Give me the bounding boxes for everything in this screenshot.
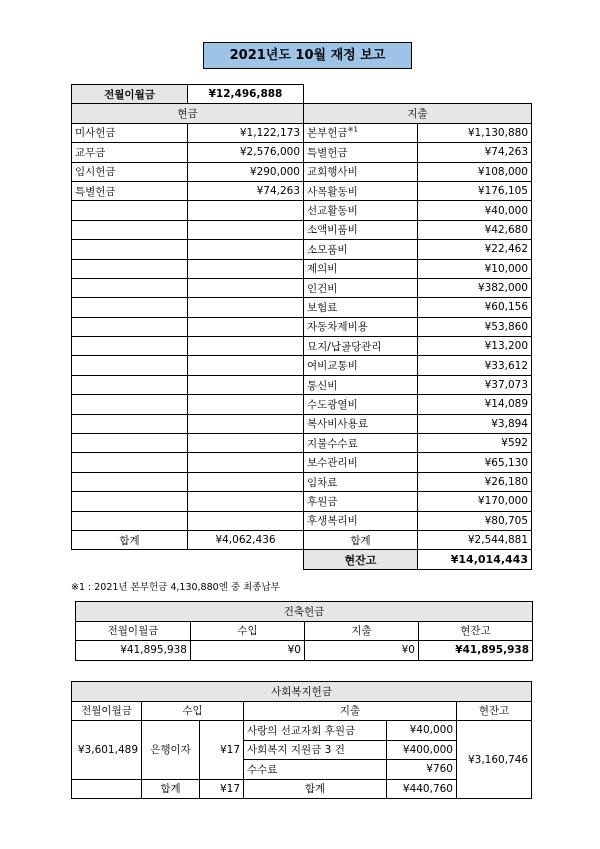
expense-total-label: 합계: [304, 530, 418, 549]
expense-label: [304, 123, 418, 142]
expense-label-text: 임차료: [307, 476, 338, 489]
income-header: 현금: [72, 104, 304, 123]
expense-label-text: 여비교통비: [307, 360, 358, 373]
social-expense-value: ¥40,000: [387, 721, 457, 741]
income-label: [72, 220, 188, 239]
expense-label-text: 보험료: [307, 301, 338, 314]
building-balance: ¥41,895,938: [419, 641, 533, 661]
expense-label: [304, 356, 418, 375]
income-value: [188, 298, 304, 317]
income-label: [72, 472, 188, 491]
building-header-expense: 지출: [305, 621, 419, 641]
income-label: [72, 337, 188, 356]
expense-label-text: 수도광열비: [307, 398, 358, 411]
income-value: [188, 434, 304, 453]
carryover-label: 전월이월금: [72, 85, 188, 104]
expense-label: [304, 143, 418, 162]
expense-label: [304, 434, 418, 453]
income-label: [72, 492, 188, 511]
expense-value: ¥3,894: [418, 414, 532, 433]
expense-value: ¥13,200: [418, 337, 532, 356]
social-header-expense: 지출: [244, 701, 457, 721]
income-value: [188, 414, 304, 433]
expense-value: ¥1,130,880: [418, 123, 532, 142]
social-empty-cell: [72, 779, 142, 799]
income-value: [188, 511, 304, 530]
expense-value: ¥14,089: [418, 395, 532, 414]
expense-label-text: 특별헌금: [307, 146, 348, 159]
balance-label: 현잔고: [304, 550, 418, 569]
expense-label-text: 인건비: [307, 282, 338, 295]
income-label: 특별헌금: [72, 181, 188, 200]
expense-label-text: 선교활동비: [307, 205, 358, 218]
social-header-balance: 현잔고: [457, 701, 532, 721]
expense-value: ¥176,105: [418, 181, 532, 200]
expense-value: ¥22,462: [418, 240, 532, 259]
social-income-total: ¥17: [200, 779, 244, 799]
income-total-label: 합계: [72, 530, 188, 549]
expense-label: [304, 298, 418, 317]
building-expense: ¥0: [305, 641, 419, 661]
expense-value: ¥10,000: [418, 259, 532, 278]
expense-label: [304, 278, 418, 297]
expense-label-text: 통신비: [307, 379, 338, 392]
expense-value: ¥65,130: [418, 453, 532, 472]
expense-label-text: 사목활동비: [307, 185, 358, 198]
income-label: [72, 395, 188, 414]
expense-label-text: 소모품비: [307, 243, 348, 256]
expense-label: [304, 511, 418, 530]
income-value: [188, 337, 304, 356]
expense-value: ¥170,000: [418, 492, 532, 511]
expense-label-text: 소액비품비: [307, 224, 358, 237]
income-value: [188, 356, 304, 375]
income-value: [188, 317, 304, 336]
income-label: [72, 511, 188, 530]
expense-value: ¥33,612: [418, 356, 532, 375]
page-title: 2021년도 10월 재정 보고: [203, 42, 412, 69]
income-value: [188, 472, 304, 491]
expense-label: [304, 453, 418, 472]
social-income-label: 은행이자: [142, 721, 200, 780]
expense-value: ¥42,680: [418, 220, 532, 239]
income-value: ¥290,000: [188, 162, 304, 181]
income-label: [72, 375, 188, 394]
expense-value: ¥40,000: [418, 201, 532, 220]
expense-label-text: 보수관리비: [307, 457, 358, 470]
expense-header: 지출: [304, 104, 532, 123]
income-label: [72, 201, 188, 220]
building-header-carryover: 전월이월금: [76, 621, 191, 641]
footnote: ※1 : 2021년 본부헌금 4,130,880엔 중 최종납부: [71, 582, 280, 593]
expense-value: ¥60,156: [418, 298, 532, 317]
income-value: ¥2,576,000: [188, 143, 304, 162]
expense-value: ¥53,860: [418, 317, 532, 336]
income-label: [72, 453, 188, 472]
income-label: [72, 278, 188, 297]
expense-label: [304, 375, 418, 394]
income-label: [72, 434, 188, 453]
building-carryover: ¥41,895,938: [76, 641, 191, 661]
expense-label-text: 지불수수료: [307, 437, 358, 450]
building-income: ¥0: [191, 641, 305, 661]
expense-label-text: 본부헌금: [307, 127, 348, 140]
income-label: [72, 240, 188, 259]
social-title: 사회복지헌금: [72, 682, 532, 702]
expense-label-text: 복사비사용료: [307, 418, 368, 431]
income-value: [188, 220, 304, 239]
expense-label-text: 교회행사비: [307, 166, 358, 179]
expense-total: ¥2,544,881: [418, 530, 532, 549]
income-label: [72, 317, 188, 336]
income-value: [188, 278, 304, 297]
expense-label: [304, 201, 418, 220]
expense-label: [304, 240, 418, 259]
expense-label: [304, 492, 418, 511]
expense-label: [304, 220, 418, 239]
expense-value: ¥592: [418, 434, 532, 453]
expense-label-text: 후생복리비: [307, 515, 358, 528]
building-title: 건축헌금: [76, 602, 533, 622]
income-label: [72, 298, 188, 317]
social-expense-label: 사랑의 선교자회 후원금: [244, 721, 387, 741]
building-header-balance: 현잔고: [419, 621, 533, 641]
expense-label: [304, 414, 418, 433]
social-expense-value: ¥400,000: [387, 740, 457, 760]
income-value: [188, 259, 304, 278]
building-fund-table: [75, 601, 533, 661]
income-total: ¥4,062,436: [188, 530, 304, 549]
social-income-total-label: 합계: [142, 779, 200, 799]
social-header-carryover: 전월이월금: [72, 701, 142, 721]
social-balance: ¥3,160,746: [457, 721, 532, 799]
income-value: [188, 240, 304, 259]
income-value: ¥1,122,173: [188, 123, 304, 142]
expense-value: ¥26,180: [418, 472, 532, 491]
expense-value: ¥108,000: [418, 162, 532, 181]
income-value: [188, 453, 304, 472]
expense-label-text: 자동차제비용: [307, 321, 368, 334]
income-label: [72, 356, 188, 375]
balance-value: ¥14,014,443: [418, 550, 532, 569]
income-value: [188, 492, 304, 511]
expense-value: ¥382,000: [418, 278, 532, 297]
expense-label: [304, 395, 418, 414]
social-income-value: ¥17: [200, 721, 244, 780]
income-value: [188, 201, 304, 220]
social-header-income: 수입: [142, 701, 244, 721]
expense-label: [304, 472, 418, 491]
social-expense-total: ¥440,760: [387, 779, 457, 799]
cash-report-table: [71, 84, 532, 570]
expense-label: [304, 337, 418, 356]
income-label: 임시헌금: [72, 162, 188, 181]
social-expense-label: 사회복지 지원금 3 건: [244, 740, 387, 760]
expense-label: [304, 162, 418, 181]
expense-value: ¥37,073: [418, 375, 532, 394]
social-expense-label: 수수료: [244, 760, 387, 780]
income-label: 교무금: [72, 143, 188, 162]
social-expense-value: ¥760: [387, 760, 457, 780]
expense-label-text: 제의비: [307, 263, 338, 276]
expense-label: [304, 181, 418, 200]
income-label: [72, 414, 188, 433]
income-label: 미사헌금: [72, 123, 188, 142]
expense-label: [304, 259, 418, 278]
expense-label-text: 묘지/납골당관리: [307, 340, 382, 353]
social-welfare-table: [71, 681, 532, 799]
income-value: [188, 395, 304, 414]
carryover-value: ¥12,496,888: [188, 85, 304, 104]
expense-value: ¥80,705: [418, 511, 532, 530]
income-value: ¥74,263: [188, 181, 304, 200]
social-carryover: ¥3,601,489: [72, 721, 142, 780]
expense-label-text: 후원금: [307, 495, 338, 508]
expense-label: [304, 317, 418, 336]
footnote-marker: ※1: [347, 125, 358, 134]
social-expense-total-label: 합계: [244, 779, 387, 799]
building-header-income: 수입: [191, 621, 305, 641]
expense-value: ¥74,263: [418, 143, 532, 162]
income-value: [188, 375, 304, 394]
income-label: [72, 259, 188, 278]
